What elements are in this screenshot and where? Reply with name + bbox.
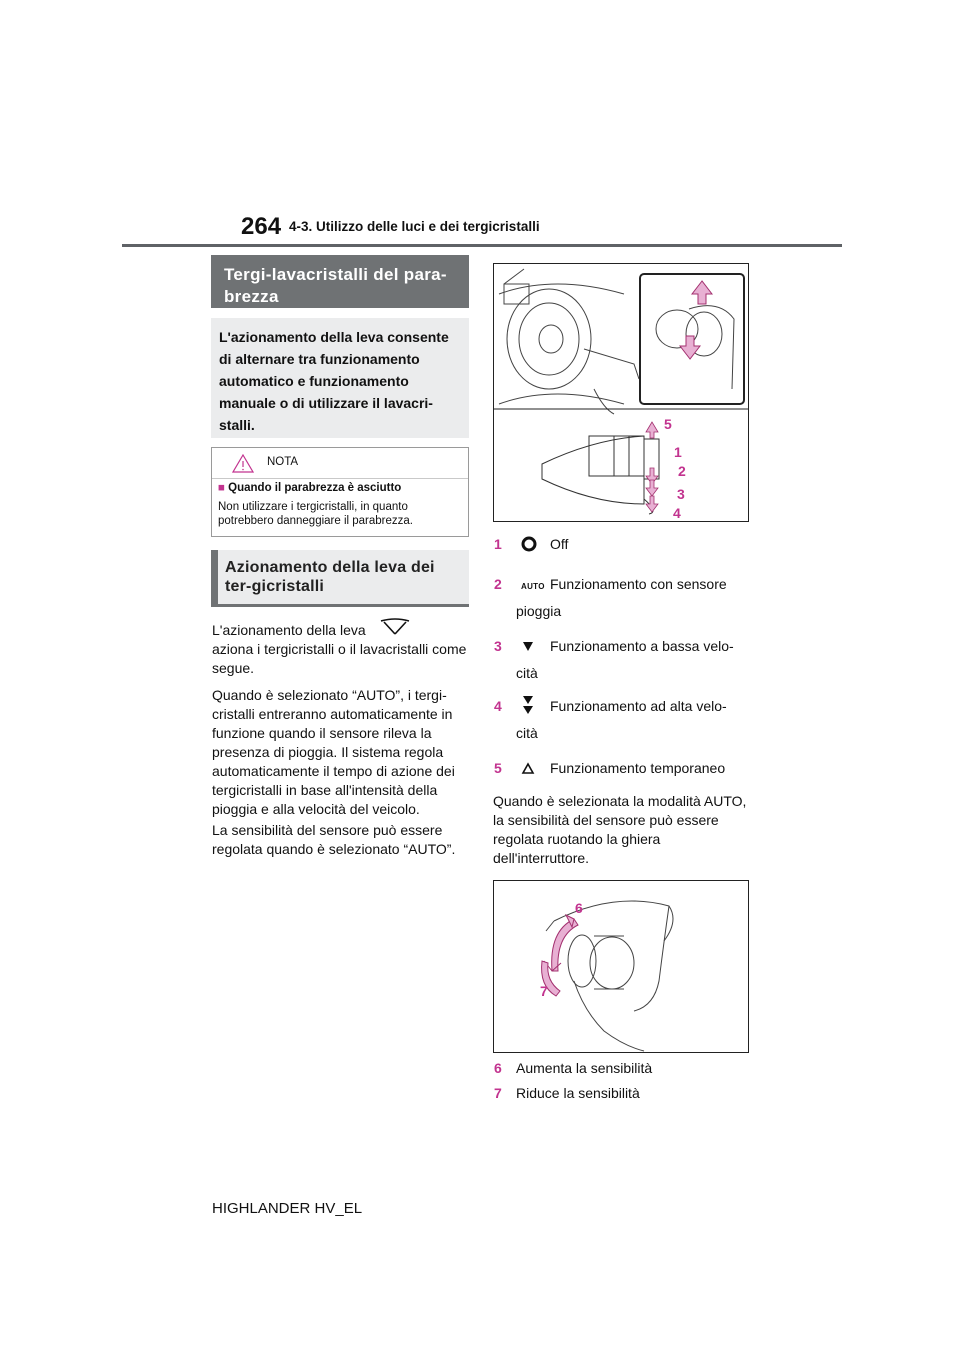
header-rule [122, 244, 842, 247]
fig1-label-3: 3 [677, 486, 685, 502]
page-number: 264 [241, 213, 282, 240]
nota-box [211, 447, 469, 537]
paragraph-lever-continued: aziona i tergicristalli o il lavacristalli come segue. [212, 641, 467, 676]
sensitivity-dial-illustration [493, 880, 749, 1053]
sensitivity-number: 7 [494, 1085, 502, 1101]
position-number: 5 [494, 760, 502, 776]
high-speed-icon [521, 695, 535, 717]
sensitivity-item-7 [494, 1084, 640, 1103]
low-speed-icon [521, 640, 535, 653]
wiper-lever-icon [378, 616, 412, 638]
subheading-box [211, 550, 469, 604]
position-text-continued: cità [516, 665, 538, 681]
off-icon [521, 536, 537, 552]
fig2-label-7: 7 [540, 983, 548, 999]
position-item-3 [494, 637, 734, 681]
position-number: 1 [494, 536, 502, 552]
intro-box: L'azionamento della leva consente di alternare tra funzionamento automatico e funzionamento manuale o di utilizzare il lavacri-stalli. [211, 318, 469, 438]
sensitivity-text: Riduce la sensibilità [516, 1085, 640, 1101]
position-text: Funzionamento con sensore [550, 576, 727, 592]
subheading-rule [211, 604, 469, 607]
position-item-4 [494, 697, 727, 741]
footer-model: HIGHLANDER HV_EL [212, 1200, 363, 1217]
wiper-lever-illustration [493, 263, 749, 522]
sensitivity-dial-drawing [494, 881, 748, 1052]
nota-body: Non utilizzare i tergicristalli, in quanto potrebbero danneggiare il parabrezza. [218, 501, 413, 527]
nota-label: NOTA [267, 456, 299, 468]
nota-title [218, 482, 401, 494]
section-title: 4-3. Utilizzo delle luci e dei tergicristalli [289, 219, 540, 234]
position-text: Funzionamento temporaneo [550, 760, 726, 776]
paragraph-sensitivity: La sensibilità del sensore può essere regolata quando è selezionato “AUTO”. [212, 822, 456, 857]
position-item-5 [494, 759, 726, 778]
subheading-sidebar [211, 550, 218, 604]
wiper-lever-drawing [494, 264, 748, 521]
position-text: Funzionamento a bassa velo- [550, 638, 734, 654]
position-item-2 [494, 575, 727, 619]
paragraph-auto-dial: Quando è selezionata la modalità AUTO, la sensibilità del sensore può essere regolata ruotando la ghiera dell'interruttore. [493, 793, 747, 866]
fig2-label-6: 6 [575, 900, 583, 916]
paragraph-lever: L'azionamento della leva [212, 622, 366, 638]
auto-icon: AUTO [521, 582, 545, 591]
mist-icon [521, 762, 535, 775]
sensitivity-number: 6 [494, 1060, 502, 1076]
fig1-label-1: 1 [674, 444, 682, 460]
fig1-label-4: 4 [673, 505, 681, 521]
bullet-square-icon: ■ [218, 482, 225, 494]
caution-triangle-icon [232, 454, 254, 473]
position-text: Funzionamento ad alta velo- [550, 698, 727, 714]
subheading: Azionamento della leva dei ter-gicristalli [225, 559, 435, 595]
position-text-continued: cità [516, 725, 538, 741]
fig1-label-5: 5 [664, 416, 672, 432]
fig1-label-2: 2 [678, 463, 686, 479]
section-heading: Tergi-lavacristalli del para-brezza [211, 255, 469, 308]
sensitivity-text: Aumenta la sensibilità [516, 1060, 653, 1076]
position-number: 2 [494, 576, 502, 592]
nota-header [212, 448, 468, 479]
position-number: 4 [494, 698, 502, 714]
paragraph-auto: Quando è selezionato “AUTO”, i tergi-cristalli entreranno automaticamente in funzione quando il sensore rileva la presenza di pioggia. Il sistema regola automaticamente il tempo di azione dei tergicristalli in base all'intensità della pioggia e alla velocità del veicolo. [212, 687, 455, 817]
position-text-continued: pioggia [516, 603, 562, 619]
nota-title-text: Quando il parabrezza è asciutto [228, 482, 402, 494]
position-text: Off [550, 536, 569, 552]
sensitivity-item-6 [494, 1059, 653, 1078]
position-item-1 [494, 535, 569, 554]
position-number: 3 [494, 638, 502, 654]
